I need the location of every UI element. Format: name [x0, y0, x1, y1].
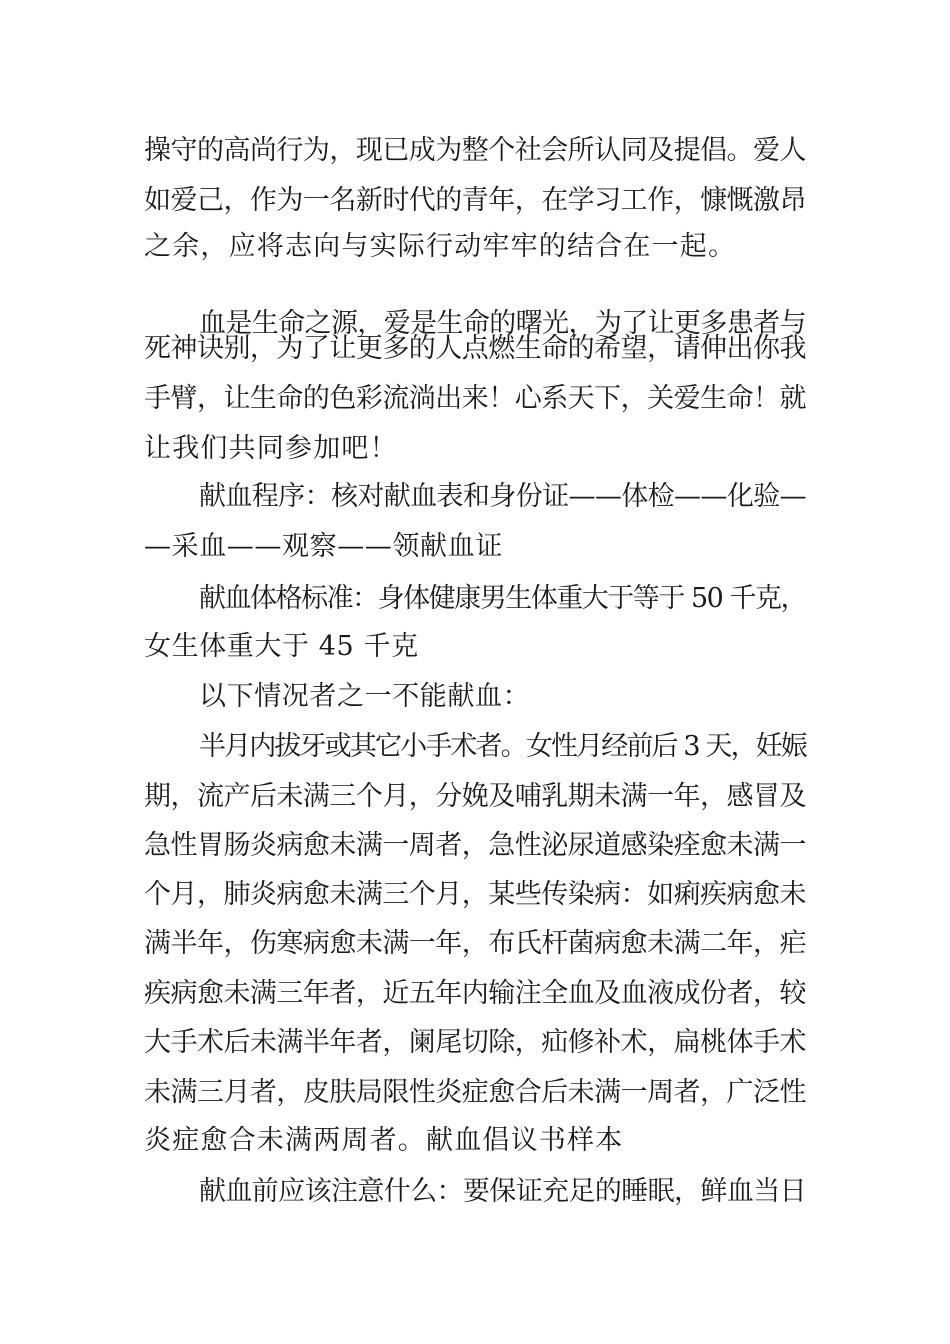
- text-line: 让我们共同参加吧！: [144, 433, 398, 464]
- text-line: 期，流产后未满三个月，分娩及哺乳期未满一年，感冒及: [144, 781, 806, 812]
- text-line: 之余，应将志向与实际行动牢牢的结合在一起。: [144, 231, 737, 262]
- text-line: 血是生命之源，爱是生命的曙光，为了让更多患者与: [199, 308, 806, 339]
- text-line: 操守的高尚行为，现已成为整个社会所认同及提倡。爱人: [144, 135, 806, 166]
- text-line: 以下情况者之一不能献血：: [199, 681, 531, 712]
- text-line: 献血程序：核对献血表和身份证——体检——化验—: [199, 481, 806, 512]
- text-line: 急性胃肠炎病愈未满一周者，急性泌尿道感染痊愈未满一: [144, 830, 806, 861]
- text-line: 女生体重大于 45 千克: [144, 631, 419, 662]
- text-line: 如爱己，作为一名新时代的青年，在学习工作，慷慨激昂: [144, 185, 806, 216]
- text-line: 献血前应该注意什么：要保证充足的睡眠，鲜血当日: [199, 1176, 806, 1207]
- text-line: 炎症愈合未满两周者。献血倡议书样本: [144, 1125, 624, 1156]
- text-line: 半月内拔牙或其它小手术者。女性月经前后 3 天，妊娠: [199, 731, 806, 762]
- text-line: 个月，肺炎病愈未满三个月，某些传染病：如痢疾病愈未: [144, 879, 806, 910]
- text-line: 死神诀别，为了让更多的人点燃生命的希望，请伸出你我: [144, 333, 806, 364]
- text-line: 疾病愈未满三年者，近五年内输注全血及血液成份者，较: [144, 978, 806, 1009]
- text-line: 满半年，伤寒病愈未满一年，布氏杆菌病愈未满二年，疟: [144, 928, 806, 959]
- text-line: 未满三月者，皮肤局限性炎症愈合后未满一周者，广泛性: [144, 1077, 806, 1108]
- text-line: 手臂，让生命的色彩流淌出来！心系天下，关爱生命！就: [144, 383, 806, 414]
- text-line: —采血——观察——领献血证: [144, 531, 503, 562]
- text-line: 献血体格标准：身体健康男生体重大于等于 50 千克，: [199, 583, 806, 614]
- text-line: 大手术后未满半年者，阑尾切除，疝修补术，扁桃体手术: [144, 1027, 806, 1058]
